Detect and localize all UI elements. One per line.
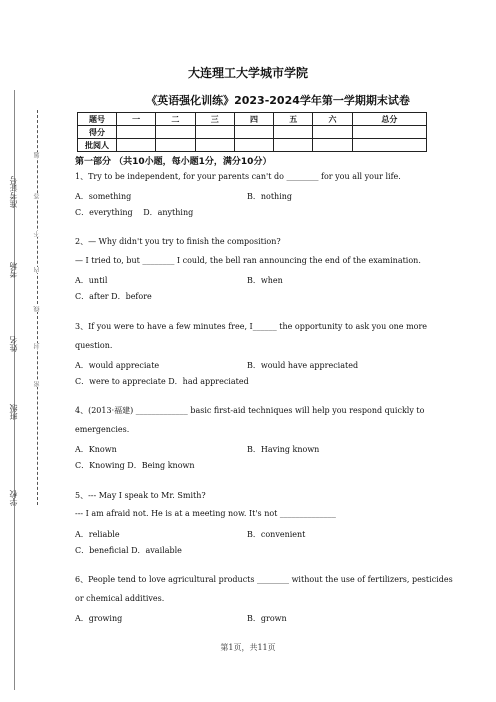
q1-option-b: B．nothing (247, 192, 293, 201)
q5-options-cd: C．beneficial D．available (75, 546, 182, 555)
cut-word: 不 (34, 231, 41, 237)
q2-option-a: A．until (75, 276, 108, 285)
score-empty-cell (274, 139, 313, 152)
score-cell: 题号 (78, 113, 117, 126)
question-6-text-line2: or chemical additives. (75, 594, 165, 603)
page-footer: 第1页，共11页 (220, 643, 276, 652)
cut-word: 题 (34, 152, 41, 158)
q3-option-a: A．would appreciate (75, 361, 160, 370)
binding-label-exam-number: 准考证号 (9, 176, 18, 208)
cut-word: 密 (34, 381, 41, 387)
q6-option-b: B．grown (247, 614, 287, 623)
grader-row-label: 批阅人 (78, 139, 117, 152)
score-empty-cell (195, 139, 234, 152)
q5-option-b: B．convenient (247, 530, 306, 539)
q6-option-a: A．growing (75, 614, 123, 623)
question-3-text-line2: question. (75, 341, 113, 350)
exam-title: 《英语强化训练》2023-2024学年第一学期期末试卷 (146, 94, 410, 107)
score-row-label: 得分 (78, 126, 117, 139)
cut-word: 线 (34, 306, 41, 312)
q4-option-a: A．Known (75, 445, 117, 454)
score-cell: 五 (274, 113, 313, 126)
score-cell: 二 (156, 113, 195, 126)
question-3-text: 3、If you were to have a few minutes free, I______ the opportunity to ask you one more (75, 322, 428, 331)
score-cell: 总分 (352, 113, 426, 126)
question-5-text: 5、--- May I speak to Mr. Smith? (75, 491, 206, 500)
score-empty-cell (313, 126, 352, 139)
score-table-header-row (78, 113, 427, 126)
score-empty-cell (313, 139, 352, 152)
question-2-text: 2、— Why didn't you try to finish the composition? (75, 237, 281, 246)
score-table-score-row (78, 126, 427, 139)
q1-options-cd: C．everything D．anything (75, 208, 194, 217)
q4-option-b: B．Having known (247, 445, 320, 454)
question-4-text-line2: emergencies. (75, 425, 130, 434)
score-table-grader-row (78, 139, 427, 152)
q1-option-a: A．something (75, 192, 132, 201)
question-6-text: 6、People tend to love agricultural products ________ without the use of fertilizers, pesticides (75, 575, 453, 584)
cut-word: 封 (34, 343, 41, 349)
cut-word: 内 (34, 267, 41, 273)
score-table (77, 112, 427, 152)
school-name: 大连理工大学城市学院 (187, 66, 308, 80)
score-cell: 六 (313, 113, 352, 126)
score-cell: 四 (234, 113, 273, 126)
question-1-text: 1、Try to be independent, for your parents can't do ________ for you all your life. (75, 172, 401, 181)
question-4-text: 4、(2013·福建) _____________ basic first-aid techniques will help you respond quickly to (75, 406, 425, 415)
q2-option-b: B．when (247, 276, 283, 285)
q3-options-cd: C．were to appreciate D．had appreciated (75, 377, 249, 386)
score-empty-cell (352, 139, 426, 152)
q2-options-cd: C．after D．before (75, 292, 152, 301)
binding-label-class: 班级 (9, 404, 18, 420)
score-empty-cell (234, 126, 273, 139)
binding-label-school: 学校 (9, 490, 18, 506)
score-empty-cell (156, 126, 195, 139)
score-empty-cell (352, 126, 426, 139)
q3-option-b: B．would have appreciated (247, 361, 359, 370)
q5-option-a: A．reliable (75, 530, 120, 539)
q4-options-cd: C．Knowing D．Being known (75, 461, 195, 470)
score-empty-cell (156, 139, 195, 152)
cut-word: 答 (34, 193, 41, 199)
question-5-text-line2: --- I am afraid not. He is at a meeting now. It's not ______________ (75, 509, 336, 518)
score-empty-cell (117, 126, 156, 139)
score-empty-cell (274, 126, 313, 139)
question-2-text-line2: — I tried to, but ________ I could, the bell ran announcing the end of the examination. (75, 256, 421, 265)
binding-label-name: 姓名 (9, 336, 18, 352)
score-empty-cell (117, 139, 156, 152)
score-cell: 三 (195, 113, 234, 126)
binding-label-exam-room: 考场 (9, 262, 18, 278)
binding-margin (0, 0, 60, 702)
section-title: 第一部分 （共10小题，每小题1分，满分10分） (75, 157, 272, 167)
score-empty-cell (195, 126, 234, 139)
score-cell: 一 (117, 113, 156, 126)
score-empty-cell (234, 139, 273, 152)
